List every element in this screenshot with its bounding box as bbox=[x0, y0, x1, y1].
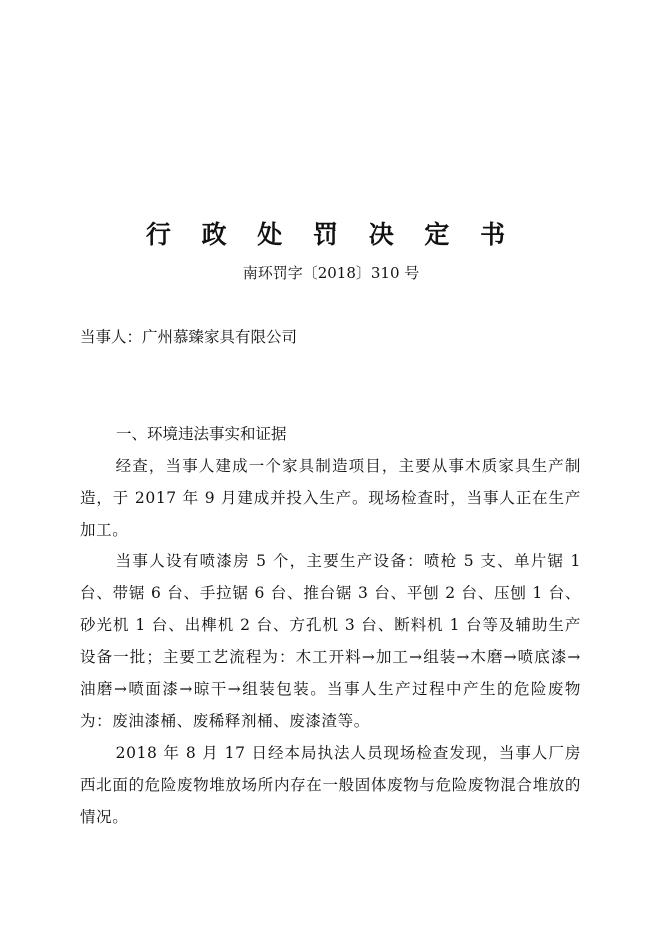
paragraph-findings: 经查，当事人建成一个家具制造项目，主要从事木质家具生产制造，于 2017 年 9 月建成并投入生产。现场检查时，当事人正在生产加工。 bbox=[80, 457, 581, 539]
document-number: 南环罚字〔2018〕310 号 bbox=[242, 264, 420, 282]
paragraph-inspection: 2018 年 8 月 17 日经本局执法人员现场检查发现，当事人厂房西北面的危险废物堆放场所内存在一般固体废物与危险废物混合堆放的情况。 bbox=[80, 744, 581, 826]
section-heading: 一、环境违法事实和证据 bbox=[116, 425, 287, 443]
party-line: 当事人：广州慕臻家具有限公司 bbox=[80, 328, 298, 346]
paragraph-equipment: 当事人设有喷漆房 5 个，主要生产设备：喷枪 5 支、单片锯 1 台、带锯 6 台、手拉锯 6 台、推台锯 3 台、平刨 2 台、压刨 1 台、砂光机 1 台、出榫机 2 台、方孔机 3 台、断料机 1 台等及辅助生产设备一批；主要工艺流程为：木工开料→加工→组装→木磨→喷底漆→油磨→喷面漆→晾干→组装包装。当事人生产过程中产生的危险废物为：废油漆桶、废稀释剂桶、废漆渣等。 bbox=[80, 552, 581, 730]
document-title: 行 政 处 罚 决 定 书 bbox=[145, 220, 517, 249]
